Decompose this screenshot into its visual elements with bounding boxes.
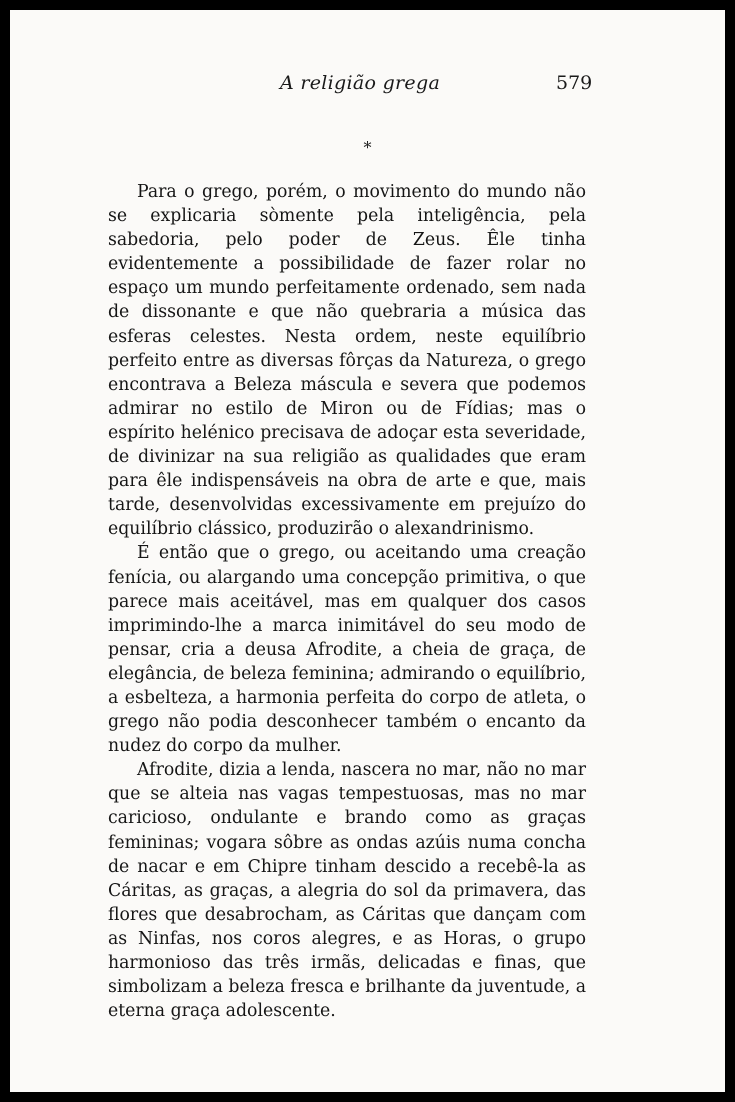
book-page (10, 10, 725, 1092)
paragraph-2: É então que o grego, ou aceitando uma creação fenícia, ou alargando uma concepção primitiva, o que parece mais aceitável, mas em qualquer dos casos imprimindo-lhe a marca inimitável do seu modo de pensar, cria a deusa Afrodite, a cheia de graça, de elegância, de beleza feminina; admirando o equilíbrio, a esbelteza, a harmonia perfeita do corpo de atleta, o grego não podia desconhecer também o encanto da nudez do corpo da mulher. (108, 543, 586, 757)
paragraph-1: Para o grego, porém, o movimento do mundo não se explicaria sòmente pela inteligência, pela sabedoria, pelo poder de Zeus. Êle tinha evidentemente a possibilidade de fazer rolar no espaço um mundo perfeitamente ordenado, sem nada de dissonante e que não quebraria a música das esferas celestes. Nesta ordem, neste equilíbrio perfeito entre as diversas fôrças da Natureza, o grego encontrava a Beleza máscula e severa que podemos admirar no estilo de Miron ou de Fídias; mas o espírito helénico precisava de adoçar esta severidade, de divinizar na sua religião as qualidades que eram para êle indispensáveis na obra de arte e que, mais tarde, desenvolvidas excessivamente em prejuízo do equilíbrio clássico, produzirão o alexandrinismo. (108, 182, 586, 540)
body-text (108, 180, 586, 1023)
page-header (10, 72, 725, 102)
section-separator: * (363, 138, 372, 157)
running-title: A religião grega (280, 72, 441, 94)
page-number: 579 (556, 72, 593, 94)
paragraph-3: Afrodite, dizia a lenda, nascera no mar, não no mar que se alteia nas vagas tempestuosas, mas no mar caricioso, ondulante e brando como as graças femininas; vogara sôbre as ondas azúis numa concha de nacar e em Chipre tinham descido a recebê-la as Cáritas, as graças, a alegria do sol da primavera, das flores que desabrocham, as Cáritas que dançam com as Ninfas, nos coros alegres, e as Horas, o grupo harmonioso das três irmãs, delicadas e finas, que simbolizam a beleza fresca e brilhante da juventude, a eterna graça adolescente. (108, 760, 587, 1022)
